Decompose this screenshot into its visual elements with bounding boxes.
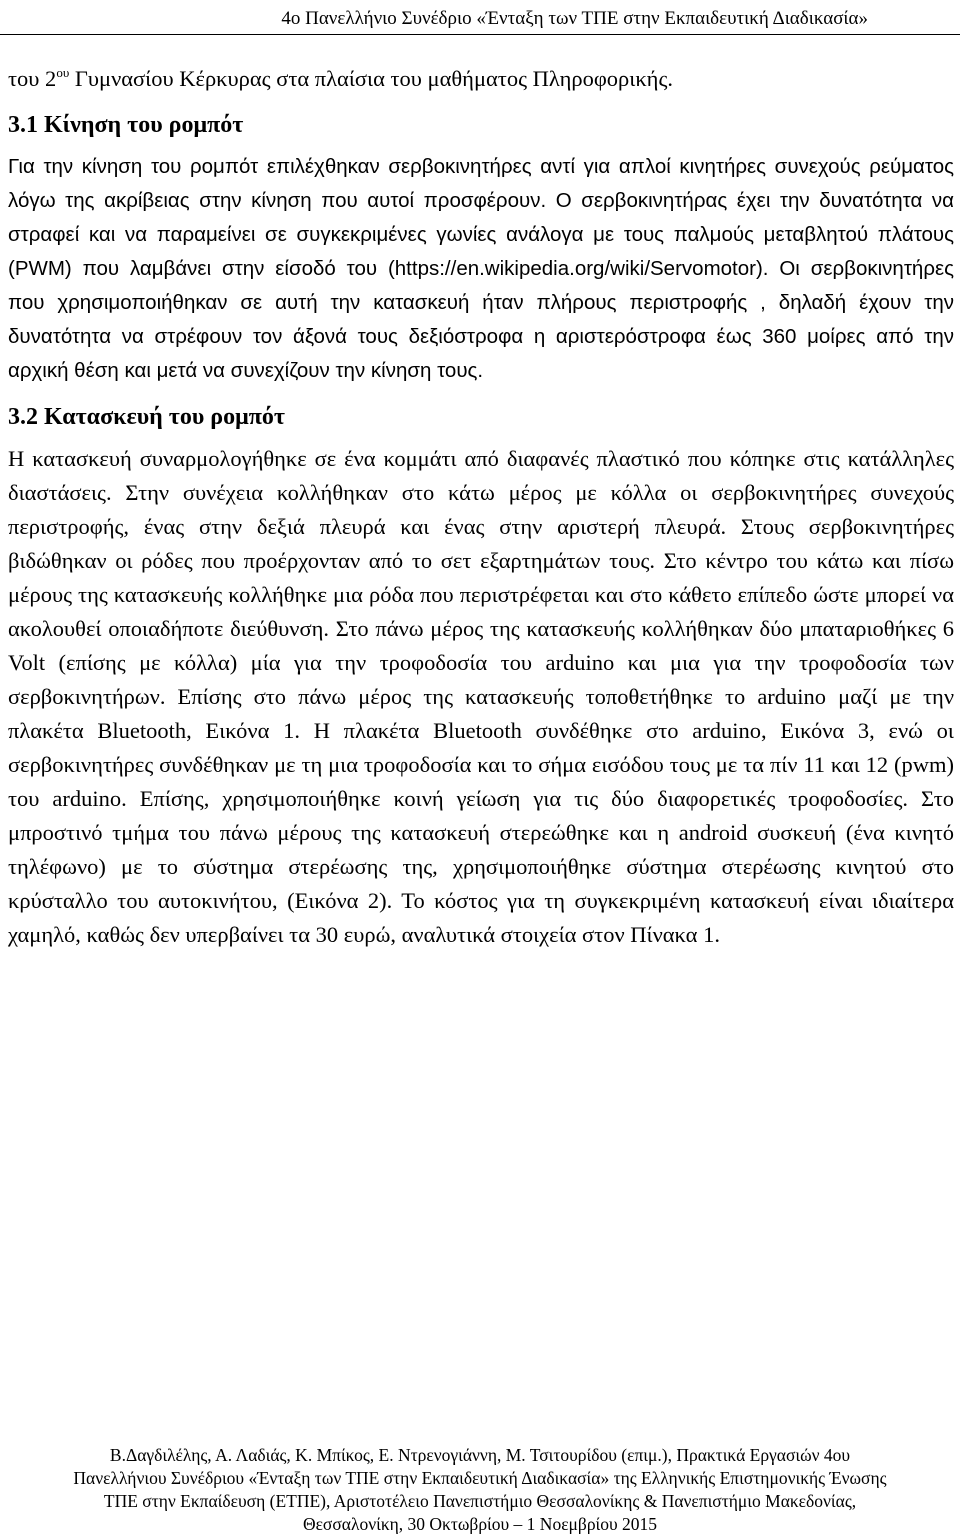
footer-line-3: ΤΠΕ στην Εκπαίδευση (ΕΤΠΕ), Αριστοτέλειο Πανεπιστήμιο Θεσσαλονίκης & Πανεπιστήμιο Μακεδονίας,	[103, 1491, 857, 1511]
section-3-1-sentence-1: Για την κίνηση του ρομπότ επιλέχθηκαν σερβοκινητήρες αντί για απλοί κινητήρες συνεχούς ρεύματος λόγω της ακρίβειας στην κίνηση που αυτοί προσφέρουν.	[8, 155, 954, 212]
intro-line	[8, 62, 954, 96]
section-heading-3-2: 3.2 Κατασκευή του ρομπότ	[8, 404, 285, 430]
intro-text-after: Γυμνασίου Κέρκυρας στα πλαίσια του μαθήματος Πληροφορικής.	[69, 66, 673, 91]
footer-line-2: Πανελλήνιου Συνέδριου «Ένταξη των ΤΠΕ στην Εκπαιδευτική Διαδικασία» της Ελληνικής Επιστημονικής Ένωσης	[73, 1468, 887, 1488]
body-text	[8, 62, 954, 952]
running-header	[0, 4, 960, 35]
section-3-1-sentence-2: Ο σερβοκινητήρας έχει την δυνατότητα να στραφεί και να παραμείνει σε συγκεκριμένες γωνίες ανάλογα με τους παλμούς μεταβλητού πλάτους (PWM) που λαμβάνει στην είσοδό του (https://en.wikipedia.org/wiki/Servomotor).	[8, 189, 954, 280]
section-heading-3-1: 3.1 Κίνηση του ρομπότ	[8, 112, 244, 138]
footer-line-4: Θεσσαλονίκη, 30 Οκτωβρίου – 1 Νοεμβρίου 2015	[302, 1514, 658, 1534]
intro-superscript: ου	[56, 65, 70, 80]
section-3-2-paragraph: Η κατασκευή συναρμολογήθηκε σε ένα κομμάτι από διαφανές πλαστικό που κόπηκε στις κατάλληλες διαστάσεις. Στην συνέχεια κολλήθηκαν στο κάτω μέρος με κόλλα οι σερβοκινητήρες συνεχούς περιστροφής, ένας στην δεξιά πλευρά και ένας στην αριστερή πλευρά. Στους σερβοκινητήρες βιδώθηκαν οι ρόδες που προέρχονταν από το σετ εξαρτημάτων τους. Στο κέντρο του κάτω και πίσω μέρους της κατασκευής κολλήθηκε μια ρόδα που περιστρέφεται και στο κάθετο επίπεδο ώστε μπορεί να ακολουθεί οποιαδήποτε διεύθυνση. Στο πάνω μέρος της κατασκευής κολλήθηκαν δύο μπαταριοθήκες 6 Volt (επίσης με κόλλα) μία για την τροφοδοσία του arduino και μια για την τροφοδοσία των σερβοκινητήρων. Επίσης στο πάνω μέρος της κατασκευής τοποθετήθηκε το arduino μαζί με την πλακέτα Bluetooth, Εικόνα 1. Η πλακέτα Bluetooth συνδέθηκε στο arduino, Εικόνα 3, ενώ οι σερβοκινητήρες συνδέθηκαν με τη μια τροφοδοσία και το σήμα εισόδου τους με τα πίν 11 και 12 (pwm) του arduino. Επίσης, χρησιμοποιήθηκε κοινή γείωση για τις δύο διαφορετικές τροφοδοσίες. Στο μπροστινό τμήμα του πάνω μέρους της κατασκευή στερεώθηκε και η android συσκευή (ένα κινητό τηλέφωνο) με το σύστημα στερέωσης της, χρησιμοποιήθηκε σύστημα στερέωσης κινητού στο κρύσταλλο του αυτοκινήτου, (Εικόνα 2). Το κόστος για τη συγκεκριμένη κατασκευή είναι ιδιαίτερα χαμηλό, καθώς δεν υπερβαίνει τα 30 ευρώ, αναλυτικά στοιχεία στον Πίνακα 1.	[8, 446, 954, 947]
page-footer	[0, 1444, 960, 1536]
running-title: 4ο Πανελλήνιο Συνέδριο «Ένταξη των ΤΠΕ στην Εκπαιδευτική Διαδικασία»	[281, 8, 868, 29]
section-3-1-sentence-3: Οι σερβοκινητήρες που χρησιμοποιήθηκαν σε αυτή την κατασκευή ήταν πλήρους περιστροφής , δηλαδή έχουν την δυνατότητα να στρέφουν τον άξονά τους δεξιόστροφα η αριστερόστροφα έως 360 μοίρες από την αρχική θέση και μετά να συνεχίζουν την κίνηση τους.	[8, 257, 955, 382]
section-3-1-paragraph	[8, 150, 954, 388]
footer-line-1: Β.Δαγδιλέλης, Α. Λαδιάς, Κ. Μπίκος, Ε. Ντρενογιάννη, Μ. Τσιτουρίδου (επιμ.), Πρακτικά Εργασιών 4ου	[109, 1445, 851, 1465]
intro-text-before: του 2	[8, 66, 57, 91]
